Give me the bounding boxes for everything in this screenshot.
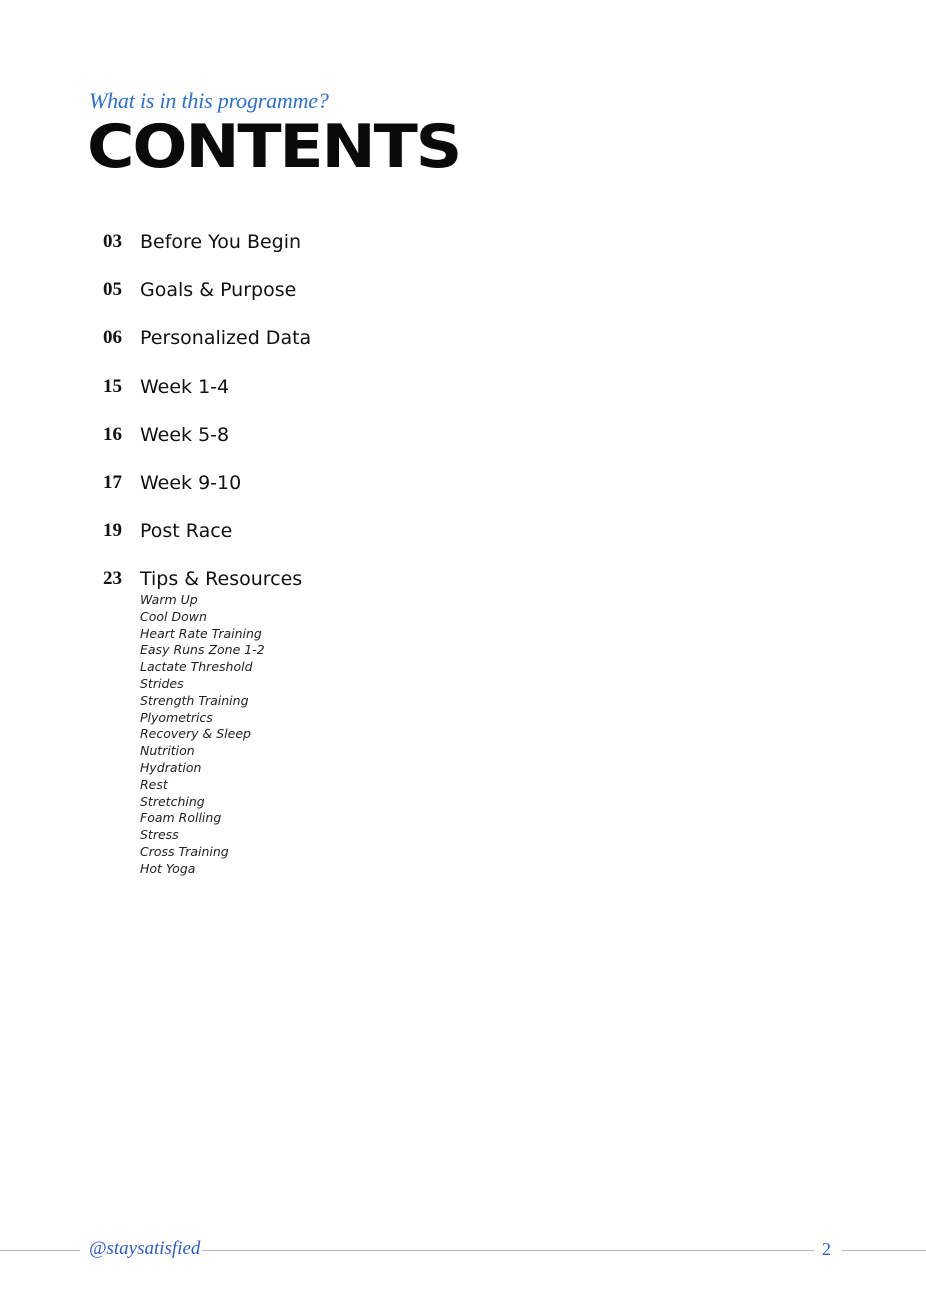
subtopic-item[interactable]: Foam Rolling <box>140 810 222 826</box>
toc-label: Post Race <box>140 520 233 542</box>
subtopic-item[interactable]: Cool Down <box>140 608 207 624</box>
toc-label: Week 1-4 <box>140 376 230 398</box>
footer-divider-left <box>0 1250 80 1251</box>
subtopic-item[interactable]: Recovery & Sleep <box>140 726 251 742</box>
footer-divider-right <box>842 1250 926 1251</box>
footer-handle[interactable]: @staysatisfied <box>89 1238 201 1259</box>
tips-subtopic-list <box>140 592 265 878</box>
page-kicker: What is in this programme? <box>89 88 329 113</box>
subtopic-item[interactable]: Warm Up <box>140 592 198 607</box>
subtopic-item[interactable]: Hydration <box>140 759 202 775</box>
toc-label: Goals & Purpose <box>140 279 297 301</box>
footer-divider-middle <box>202 1250 814 1251</box>
subtopic-item[interactable]: Plyometrics <box>140 709 213 725</box>
subtopic-item[interactable]: Strength Training <box>140 692 249 708</box>
page-title: CONTENTS <box>87 112 461 182</box>
toc-page-number: 23 <box>103 568 122 589</box>
toc-page-number: 15 <box>103 376 122 397</box>
toc-label: Before You Begin <box>140 231 302 253</box>
subtopic-item[interactable]: Nutrition <box>140 743 195 759</box>
subtopic-item[interactable]: Stress <box>140 827 179 843</box>
subtopic-item[interactable]: Cross Training <box>140 843 229 859</box>
toc-label: Week 5-8 <box>140 424 230 446</box>
toc-label: Week 9-10 <box>140 472 242 494</box>
subtopic-item[interactable]: Stretching <box>140 793 205 809</box>
subtopic-item[interactable]: Strides <box>140 675 184 691</box>
toc-label: Tips & Resources <box>140 568 303 590</box>
footer-page-number: 2 <box>822 1239 831 1259</box>
subtopic-item[interactable]: Heart Rate Training <box>140 625 262 641</box>
subtopic-item[interactable]: Hot Yoga <box>140 860 196 876</box>
toc-page-number: 03 <box>103 231 122 252</box>
toc-label: Personalized Data <box>140 327 312 349</box>
toc-page-number: 05 <box>103 279 122 300</box>
subtopic-item[interactable]: Rest <box>140 776 168 792</box>
subtopic-item[interactable]: Lactate Threshold <box>140 659 253 675</box>
toc-page-number: 16 <box>103 424 122 445</box>
toc-page-number: 17 <box>103 472 122 493</box>
subtopic-item[interactable]: Easy Runs Zone 1-2 <box>140 642 265 658</box>
toc-page-number: 19 <box>103 520 122 541</box>
toc-page-number: 06 <box>103 327 122 348</box>
